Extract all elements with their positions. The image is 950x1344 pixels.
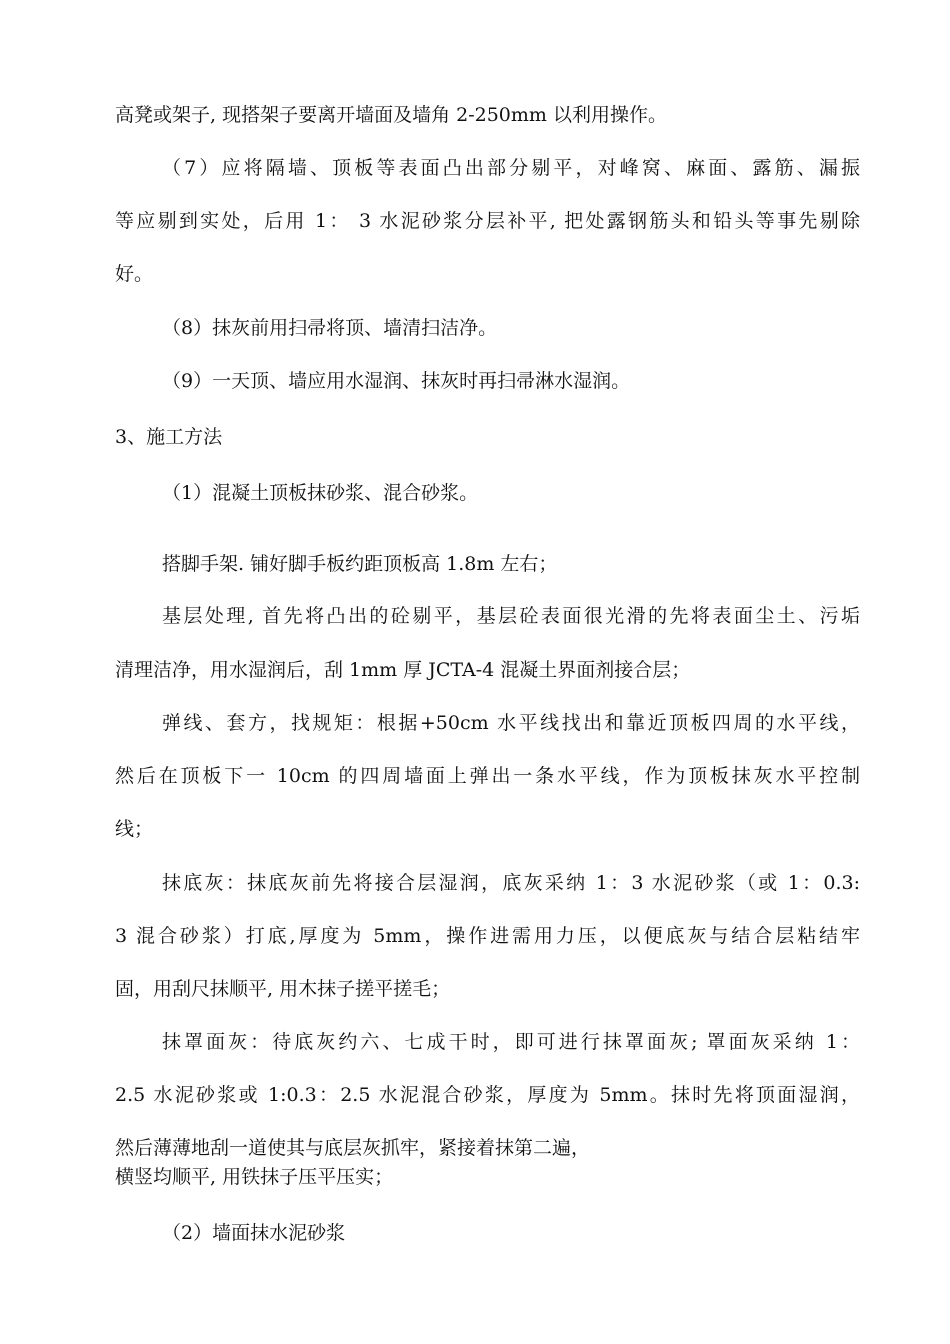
text-line: 固，用刮尺抹顺平, 用木抹子搓平搓毛； [115,978,451,1000]
text-line: 线； [115,818,154,840]
text-line: 等应剔到实处，后用 1： 3 水泥砂浆分层补平, 把处露钢筋头和铅头等事先剔除 [115,210,860,232]
text-line: 弹线、套方，找规矩：根据+50cm 水平线找出和靠近顶板四周的水平线， [162,712,860,734]
subsection-heading: （2）墙面抹水泥砂浆 [162,1222,346,1244]
text-line: （8）抹灰前用扫帚将顶、墙清扫洁净。 [162,317,498,339]
text-line: 抹罩面灰：待底灰约六、七成干时，即可进行抹罩面灰; 罩面灰采纳 1： [162,1031,860,1053]
subsection-heading: （1）混凝土顶板抹砂浆、混合砂浆。 [162,482,479,504]
text-line: 好。 [115,263,154,285]
text-line: （9）一天顶、墙应用水湿润、抹灰时再扫帚淋水湿润。 [162,370,631,392]
text-line: 3 混合砂浆）打底,厚度为 5mm，操作进需用力压，以便底灰与结合层粘结牢 [115,925,860,947]
section-heading: 3、施工方法 [115,426,223,448]
text-line: 高凳或架子, 现搭架子要离开墙面及墙角 2-250mm 以利用操作。 [115,104,667,126]
text-line: 横竖均顺平, 用铁抹子压平压实； [115,1166,394,1188]
text-line: （7）应将隔墙、顶板等表面凸出部分剔平，对峰窝、麻面、露筋、漏振 [162,157,860,179]
text-line: 基层处理, 首先将凸出的砼剔平，基层砼表面很光滑的先将表面尘土、污垢 [162,605,860,627]
text-line: 2.5 水泥砂浆或 1:0.3：2.5 水泥混合砂浆，厚度为 5mm。抹时先将顶面湿润， [115,1084,860,1106]
text-line: 清理洁净，用水湿润后，刮 1mm 厚 JCTA-4 混凝土界面剂接合层； [115,659,691,681]
text-line: 抹底灰：抹底灰前先将接合层湿润，底灰采纳 1：3 水泥砂浆（或 1：0.3: [162,872,860,894]
text-line: 搭脚手架. 铺好脚手板约距顶板高 1.8m 左右； [162,553,558,575]
text-line: 然后在顶板下一 10cm 的四周墙面上弹出一条水平线，作为顶板抹灰水平控制 [115,765,860,787]
text-line: 然后薄薄地刮一道使其与底层灰抓牢，紧接着抹第二遍， [115,1137,591,1159]
